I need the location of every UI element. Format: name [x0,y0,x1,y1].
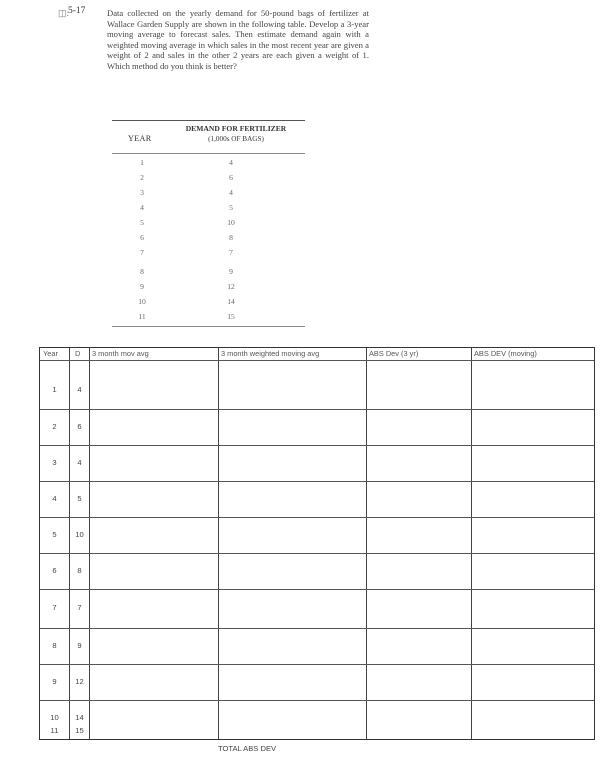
demand-cell: 9 [77,641,82,650]
year-cell: 7 [140,248,144,257]
demand-cell: 14 [227,297,235,306]
table-row [112,203,305,215]
table-row [112,312,305,324]
demand-cell: 10 [75,530,84,539]
header-demand: D [75,349,81,358]
row-divider [40,409,594,410]
row-divider [40,589,594,590]
year-cell: 4 [52,494,57,503]
year-cell: 5 [140,218,144,227]
col-divider [471,348,472,739]
demand-cell: 15 [75,726,84,735]
year-cell: 2 [52,422,57,431]
demand-cell: 9 [229,267,233,276]
table-row [112,158,305,170]
table-row [112,282,305,294]
year-header: YEAR [128,134,152,143]
row-divider [40,700,594,701]
worksheet-grid [39,347,595,740]
demand-cell: 4 [229,188,233,197]
demand-cell: 15 [227,312,235,321]
year-cell: 5 [52,530,57,539]
table-row [112,173,305,185]
row-divider [40,517,594,518]
row-divider [40,445,594,446]
col-divider [218,348,219,739]
demand-header: DEMAND FOR FERTILIZER [185,124,287,133]
demand-cell: 4 [77,385,82,394]
demand-units-header: (1,000s OF BAGS) [208,135,264,143]
year-cell: 11 [50,726,59,735]
year-cell: 10 [50,713,59,722]
demand-cell: 5 [229,203,233,212]
table-row [112,218,305,230]
year-cell: 1 [140,158,144,167]
row-divider [40,553,594,554]
year-cell: 1 [52,385,57,394]
demand-cell: 7 [77,603,82,612]
year-cell: 6 [140,233,144,242]
year-cell: 11 [138,312,146,321]
year-cell: 6 [52,566,57,575]
problem-number: 5-17 [68,6,86,16]
demand-cell: 12 [75,677,84,686]
demand-cell: 4 [229,158,233,167]
year-cell: 10 [138,297,146,306]
year-cell: 3 [52,458,57,467]
year-cell: 8 [140,267,144,276]
demand-cell: 6 [229,173,233,182]
header-abs-dev-moving: ABS DEV (moving) [474,349,537,358]
table-row [112,248,305,260]
demand-cell: 10 [227,218,235,227]
header-weighted-moving-average: 3 month weighted moving avg [221,349,320,358]
table-row [112,233,305,245]
year-cell: 9 [140,282,144,291]
table-row [112,267,305,279]
demand-cell: 4 [77,458,82,467]
year-cell: 4 [140,203,144,212]
data-file-icon: ◫: [58,8,70,18]
year-cell: 8 [52,641,57,650]
year-cell: 3 [140,188,144,197]
demand-cell: 6 [77,422,82,431]
demand-cell: 8 [229,233,233,242]
year-cell: 7 [52,603,57,612]
row-divider [40,481,594,482]
col-divider [89,348,90,739]
demand-cell: 8 [77,566,82,575]
problem-text: Data collected on the yearly demand for 50-pound bags of fertilizer at Wallace Garden Supply are shown in the following table. Develop a 3-year moving average to forecast sales. Then estimate demand again with a weighted moving average in which sales in the most recent year are given a weight of 2 and sales in the other 2 years are each given a weight of 1. Which method do you think is better? [107,8,369,71]
demand-cell: 14 [75,713,84,722]
row-divider [40,664,594,665]
col-divider [366,348,367,739]
table-row [112,188,305,200]
demand-cell: 5 [77,494,82,503]
total-abs-dev-label: TOTAL ABS DEV [218,744,277,753]
table-row [112,297,305,309]
year-cell: 9 [52,677,57,686]
year-cell: 2 [140,173,144,182]
row-divider [40,628,594,629]
header-moving-average: 3 month mov avg [92,349,149,358]
row-divider [40,360,594,361]
table-bottom-rule [112,326,305,327]
demand-cell: 12 [227,282,235,291]
table-header-rule [112,153,305,154]
demand-cell: 7 [229,248,233,257]
header-year: Year [43,349,58,358]
table-top-rule [112,120,305,121]
header-abs-dev-3yr: ABS Dev (3 yr) [369,349,419,358]
